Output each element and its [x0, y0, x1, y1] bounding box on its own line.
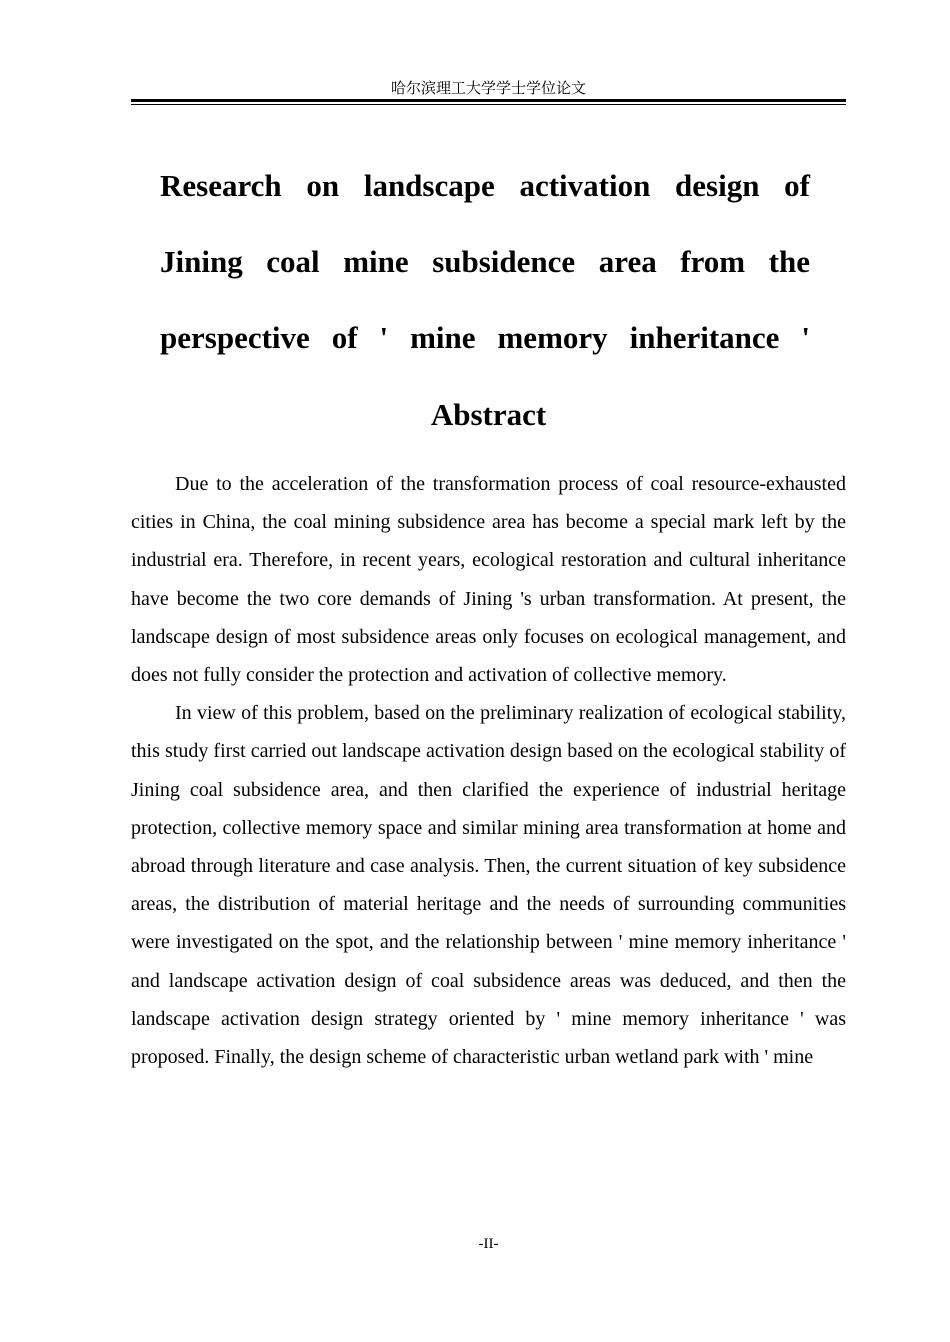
title-line-1: Research on landscape activation design of	[160, 168, 810, 203]
title-line-2: Jining coal mine subsidence area from the	[160, 244, 810, 279]
abstract-paragraph-2: In view of this problem, based on the preliminary realization of ecological stability, this study first carried out landscape activation design based on the ecological stability of Jining coal subsidence area, and then clarified the experience of industrial heritage protection, collective memory space and similar mining area transformation at home and abroad through literature and case analysis. Then, the current situation of key subsidence areas, the distribution of material heritage and the needs of surrounding communities were investigated on the spot, and the relationship between ' mine memory inheritance ' and landscape activation design of coal subsidence areas was deduced, and then the landscape activation design strategy oriented by ' mine memory inheritance ' was proposed. Finally, the design scheme of characteristic urban wetland park with ' mine	[131, 702, 846, 1069]
abstract-body	[131, 465, 846, 1076]
running-header: 哈尔滨理工大学学士学位论文	[390, 79, 586, 97]
header-rule-thin	[131, 104, 846, 105]
paper-title	[160, 148, 810, 376]
header-rule-thick	[131, 99, 846, 102]
page-number: -II-	[478, 1236, 499, 1252]
abstract-heading: Abstract	[430, 397, 547, 432]
abstract-paragraph-1: Due to the acceleration of the transformation process of coal resource-exhausted cities in China, the coal mining subsidence area has become a special mark left by the industrial era. Therefore, in recent years, ecological restoration and cultural inheritance have become the two core demands of Jining 's urban transformation. At present, the landscape design of most subsidence areas only focuses on ecological management, and does not fully consider the protection and activation of collective memory.	[131, 473, 846, 687]
title-line-3: perspective of ' mine memory inheritance '	[160, 320, 810, 355]
